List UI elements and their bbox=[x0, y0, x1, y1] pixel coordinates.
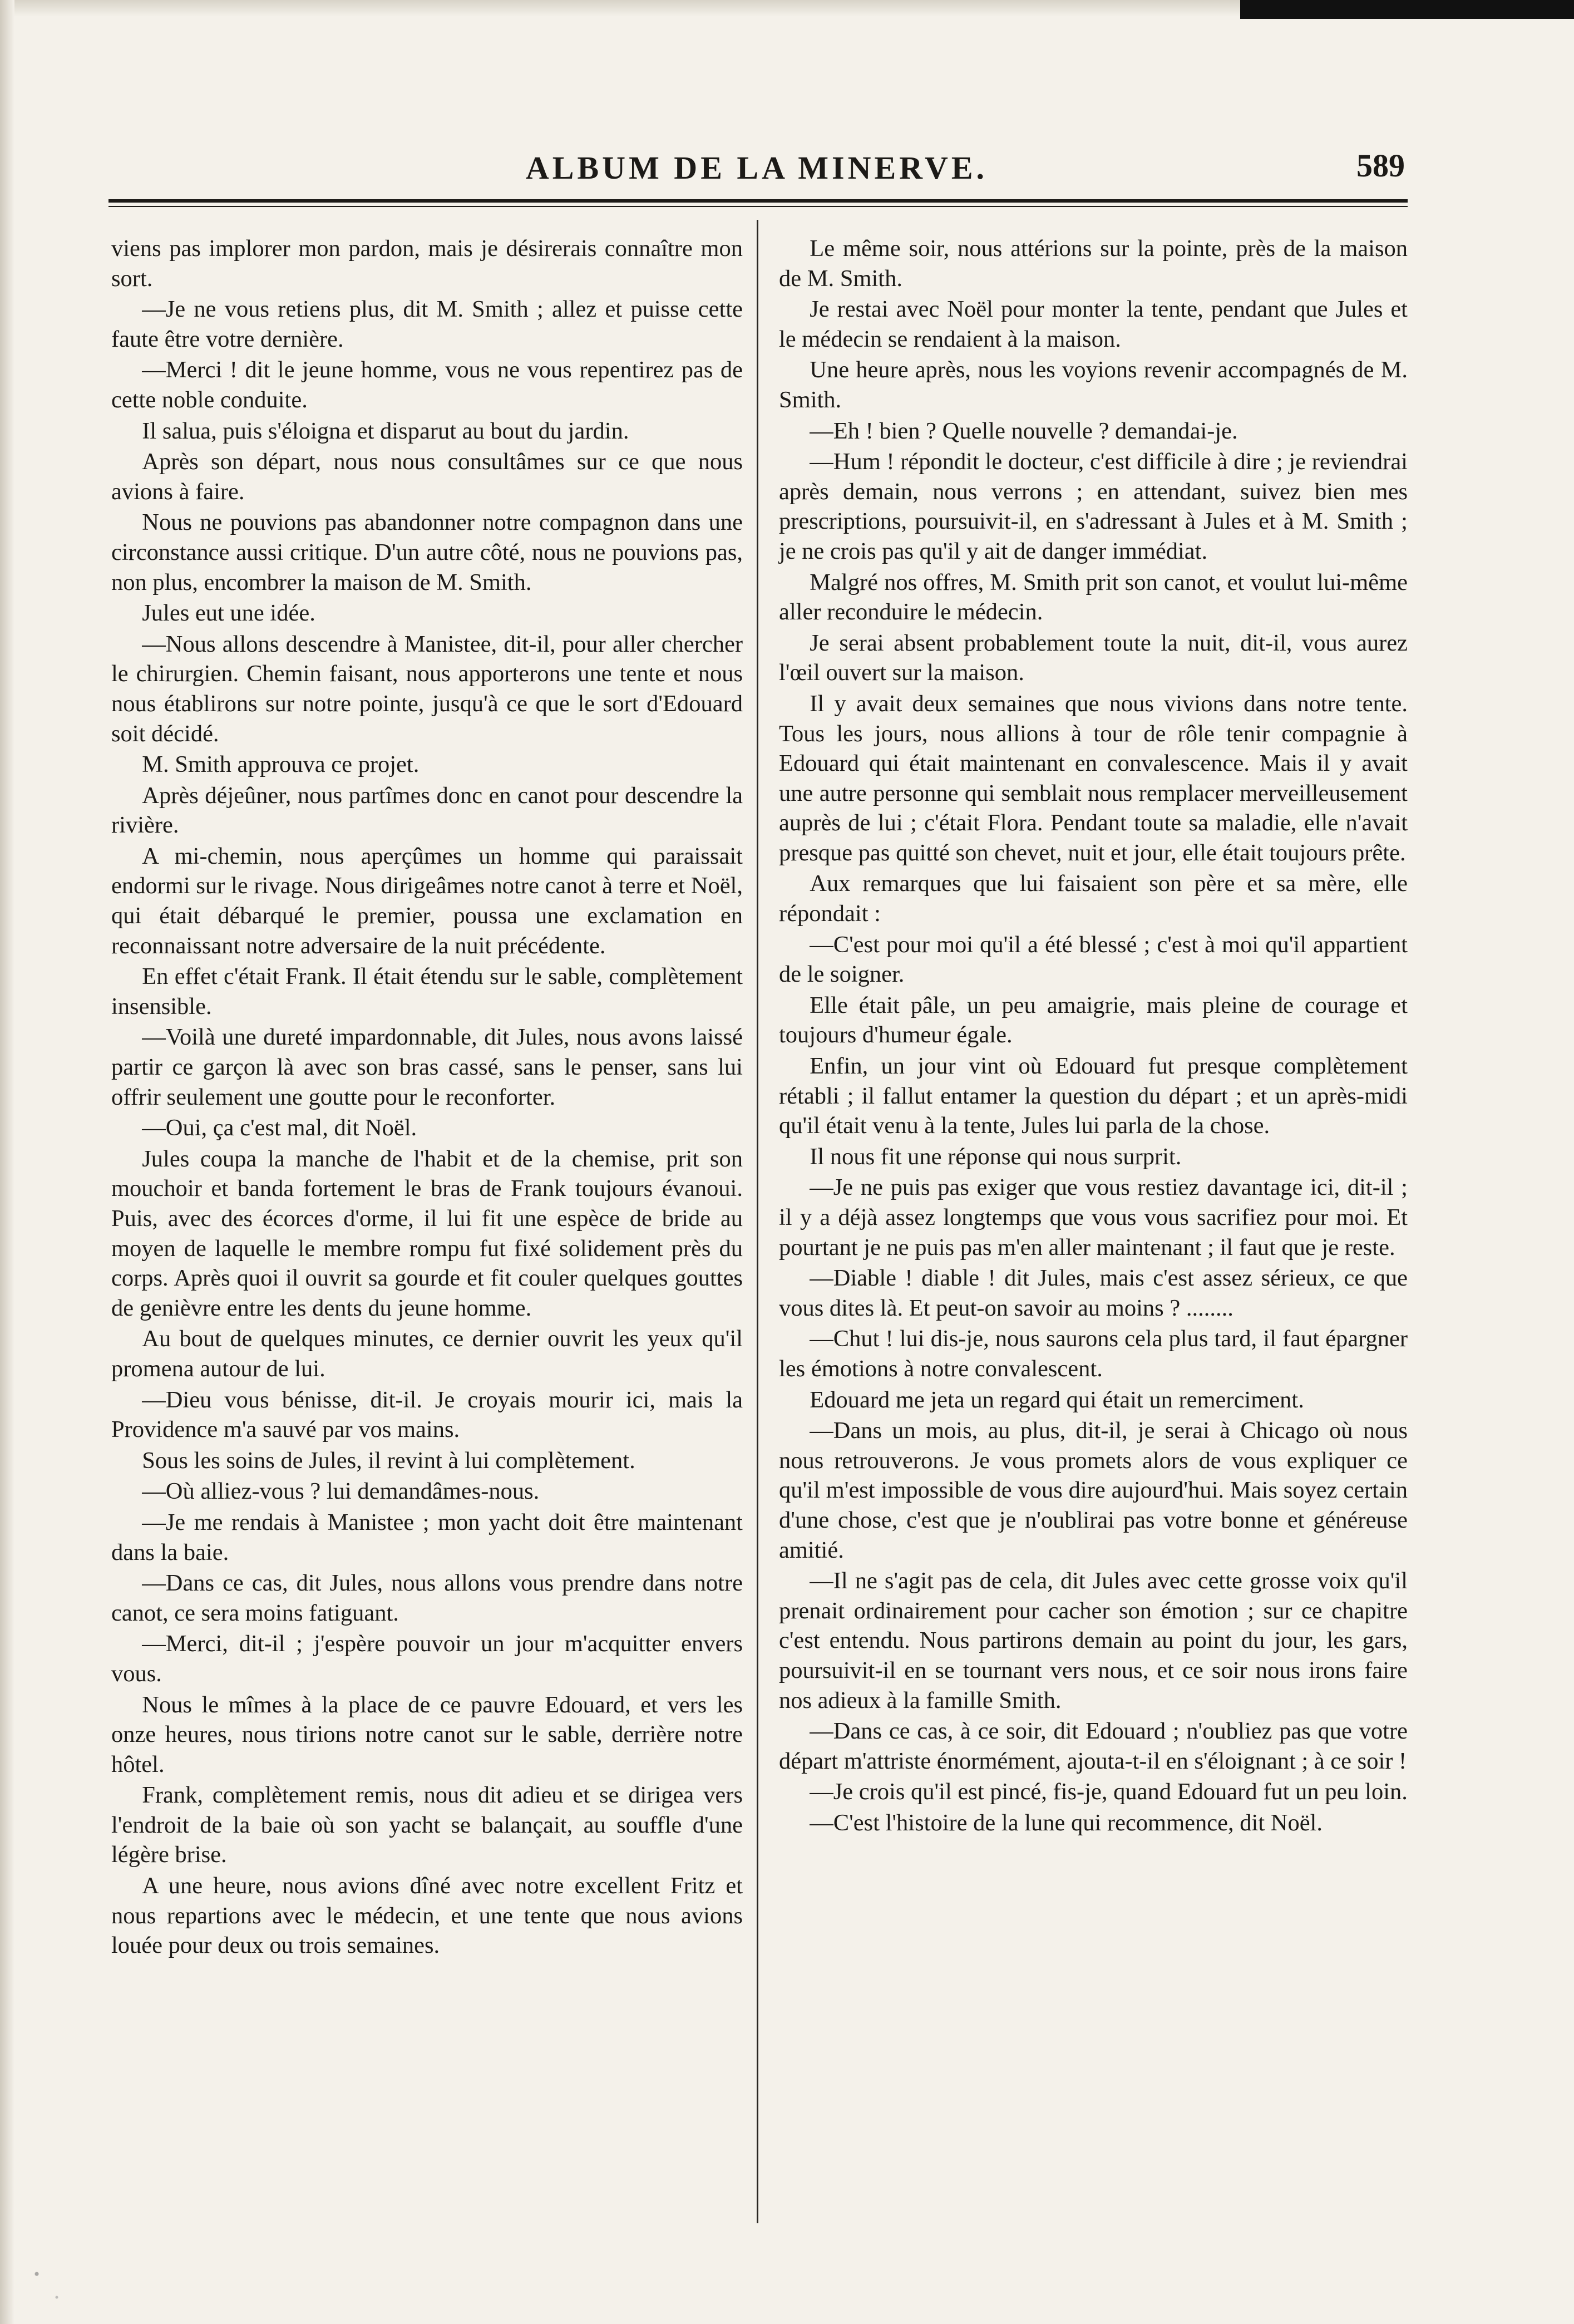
left-column bbox=[111, 234, 743, 1962]
paragraph: Après déjeûner, nous partîmes donc en canot pour descendre la rivière. bbox=[111, 782, 743, 839]
header-rule bbox=[108, 199, 1408, 203]
paragraph: Frank, complètement remis, nous dit adieu et se dirigea vers l'endroit de la baie où son yacht se balançait, au souffle d'une légère brise. bbox=[111, 1782, 743, 1868]
page-header bbox=[108, 149, 1405, 194]
paragraph: En effet c'était Frank. Il était étendu sur le sable, complètement insensible. bbox=[111, 963, 743, 1020]
paragraph: —Je crois qu'il est pincé, fis-je, quand Edouard fut un peu loin. bbox=[810, 1779, 1408, 1805]
paragraph: —Voilà une dureté impardonnable, dit Jules, nous avons laissé partir ce garçon là avec son bras cassé, sans le penser, sans lui offrir seulement une goutte pour le reconforter. bbox=[111, 1024, 743, 1110]
paragraph: —Je ne vous retiens plus, dit M. Smith ; allez et puisse cette faute être votre dernière. bbox=[111, 296, 743, 352]
paragraph: Malgré nos offres, M. Smith prit son canot, et voulut lui-même aller reconduire le médecin. bbox=[779, 569, 1408, 626]
paragraph: —Hum ! répondit le docteur, c'est difficile à dire ; je reviendrai après demain, nous verrons ; en attendant, suivez bien mes prescriptions, poursuivit-il, en s'adressant à Jules et à M. Smith ; je ne crois pas qu'il y ait de danger immédiat. bbox=[779, 449, 1408, 564]
paragraph: Nous le mîmes à la place de ce pauvre Edouard, et vers les onze heures, nous tirions notre canot sur le sable, derrière notre hôtel. bbox=[111, 1691, 743, 1778]
paragraph: —Merci ! dit le jeune homme, vous ne vous repentirez pas de cette noble conduite. bbox=[111, 357, 743, 413]
paragraph: M. Smith approuva ce projet. bbox=[142, 751, 420, 778]
paragraph: Edouard me jeta un regard qui était un remerciment. bbox=[810, 1386, 1304, 1413]
paragraph: A une heure, nous avions dîné avec notre excellent Fritz et nous repartions avec le médecin, et une tente que nous avions louée pour deux ou trois semaines. bbox=[111, 1873, 743, 1959]
paragraph: —Je ne puis pas exiger que vous restiez davantage ici, dit-il ; il y a déjà assez longtemps que vous vous sacrifiez pour moi. Et pourtant je ne puis pas m'en aller maintenant ; il faut que je reste. bbox=[779, 1174, 1408, 1261]
scan-black-block bbox=[1240, 0, 1574, 19]
page-number: 589 bbox=[1356, 147, 1405, 184]
paragraph: Je serai absent probablement toute la nuit, dit-il, vous aurez l'œil ouvert sur la maison. bbox=[779, 629, 1408, 686]
paragraph: —Dans un mois, au plus, dit-il, je serai à Chicago où nous nous retrouverons. Je vous promets alors de vous expliquer ce qu'il m'est impossible de vous dire aujourd'hui. Mais soyez certain d'une chose, c'est que je n'oublirai pas votre bonne et généreuse amitié. bbox=[779, 1417, 1408, 1563]
scan-specks bbox=[17, 2204, 83, 2321]
scan-left-edge bbox=[0, 0, 14, 2324]
paragraph: —Où alliez-vous ? lui demandâmes-nous. bbox=[142, 1478, 540, 1505]
right-column bbox=[779, 234, 1408, 1839]
paragraph: —Nous allons descendre à Manistee, dit-il, pour aller chercher le chirurgien. Chemin faisant, nous apporterons une tente et nous nous établirons sur notre pointe, jusqu'à ce que le sort d'Edouard soit décidé. bbox=[111, 631, 743, 747]
paragraph: Je restai avec Noël pour monter la tente, pendant que Jules et le médecin se rendaient à la maison. bbox=[779, 296, 1408, 352]
paragraph: Jules eut une idée. bbox=[142, 600, 315, 627]
paragraph: Après son départ, nous nous consultâmes sur ce que nous avions à faire. bbox=[111, 449, 743, 505]
paragraph: —Oui, ça c'est mal, dit Noël. bbox=[142, 1115, 417, 1141]
paragraph: Nous ne pouvions pas abandonner notre compagnon dans une circonstance aussi critique. D'un autre côté, nous ne pouvions pas, non plus, encombrer la maison de M. Smith. bbox=[111, 509, 743, 595]
paragraph: —Merci, dit-il ; j'espère pouvoir un jour m'acquitter envers vous. bbox=[111, 1631, 743, 1687]
paragraph: Il nous fit une réponse qui nous surprit. bbox=[810, 1143, 1182, 1170]
paragraph: —C'est pour moi qu'il a été blessé ; c'est à moi qu'il appartient de le soigner. bbox=[779, 931, 1408, 988]
paragraph: Au bout de quelques minutes, ce dernier ouvrit les yeux qu'il promena autour de lui. bbox=[111, 1326, 743, 1382]
paragraph: —Dans ce cas, à ce soir, dit Edouard ; n'oubliez pas que votre départ m'attriste énormément, ajouta-t-il en s'éloignant ; à ce soir ! bbox=[779, 1718, 1408, 1774]
paragraph: Le même soir, nous attérions sur la pointe, près de la maison de M. Smith. bbox=[779, 235, 1408, 292]
page-title: ALBUM DE LA MINERVE. bbox=[525, 150, 988, 186]
paragraph: Sous les soins de Jules, il revint à lui complètement. bbox=[142, 1447, 635, 1474]
paragraph: —Je me rendais à Manistee ; mon yacht doit être maintenant dans la baie. bbox=[111, 1509, 743, 1565]
paragraph: —Dieu vous bénisse, dit-il. Je croyais mourir ici, mais la Providence m'a sauvé par vos mains. bbox=[111, 1386, 743, 1443]
paragraph: —Chut ! lui dis-je, nous saurons cela plus tard, il faut épargner les émotions à notre convalescent. bbox=[779, 1326, 1408, 1382]
paragraph: viens pas implorer mon pardon, mais je désirerais connaître mon sort. bbox=[111, 235, 743, 292]
paragraph: Elle était pâle, un peu amaigrie, mais pleine de courage et toujours d'humeur égale. bbox=[779, 992, 1408, 1048]
column-divider bbox=[757, 220, 758, 2223]
paragraph: —Diable ! diable ! dit Jules, mais c'est assez sérieux, ce que vous dites là. Et peut-on savoir au moins ? ........ bbox=[779, 1265, 1408, 1321]
paragraph: —Il ne s'agit pas de cela, dit Jules avec cette grosse voix qu'il prenait ordinairement pour cacher son émotion ; sur ce chapitre c'est entendu. Nous partirons demain au point du jour, les gars, poursuivit-il en se tournant vers nous, et ce soir nous irons faire nos adieux à la famille Smith. bbox=[779, 1568, 1408, 1714]
paragraph: Aux remarques que lui faisaient son père et sa mère, elle répondait : bbox=[779, 870, 1408, 927]
paragraph: Il y avait deux semaines que nous vivions dans notre tente. Tous les jours, nous allions à tour de rôle tenir compagnie à Edouard qui était maintenant en convalescence. Mais il y avait une autre personne qui semblait nous remplacer merveilleusement auprès de lui ; c'était Flora. Pendant toute sa maladie, elle n'avait presque pas quitté son chevet, nuit et jour, elle était toujours prête. bbox=[779, 690, 1408, 866]
paragraph: —C'est l'histoire de la lune qui recommence, dit Noël. bbox=[810, 1809, 1323, 1836]
header-rule-thin bbox=[108, 206, 1408, 207]
paragraph: Enfin, un jour vint où Edouard fut presque complètement rétabli ; il fallut entamer la question du départ ; et un après-midi qu'il était venu à la tente, Jules lui parla de la chose. bbox=[779, 1053, 1408, 1139]
paragraph: —Dans ce cas, dit Jules, nous allons vous prendre dans notre canot, ce sera moins fatiguant. bbox=[111, 1570, 743, 1626]
paragraph: A mi-chemin, nous aperçûmes un homme qui paraissait endormi sur le rivage. Nous dirigeâmes notre canot à terre et Noël, qui était débarqué le premier, poussa une exclamation en reconnaissant notre adversaire de la nuit précédente. bbox=[111, 843, 743, 959]
paragraph: Il salua, puis s'éloigna et disparut au bout du jardin. bbox=[142, 417, 629, 444]
paragraph: Une heure après, nous les voyions revenir accompagnés de M. Smith. bbox=[779, 357, 1408, 413]
paragraph: Jules coupa la manche de l'habit et de la chemise, prit son mouchoir et banda fortement le bras de Frank toujours évanoui. Puis, avec des écorces d'orme, il lui fit une espèce de bride au moyen de laquelle le membre rompu fut fixé solidement près du corps. Après quoi il ouvrit sa gourde et fit couler quelques gouttes de genièvre entre les dents du jeune homme. bbox=[111, 1145, 743, 1321]
paragraph: —Eh ! bien ? Quelle nouvelle ? demandai-je. bbox=[810, 417, 1238, 444]
